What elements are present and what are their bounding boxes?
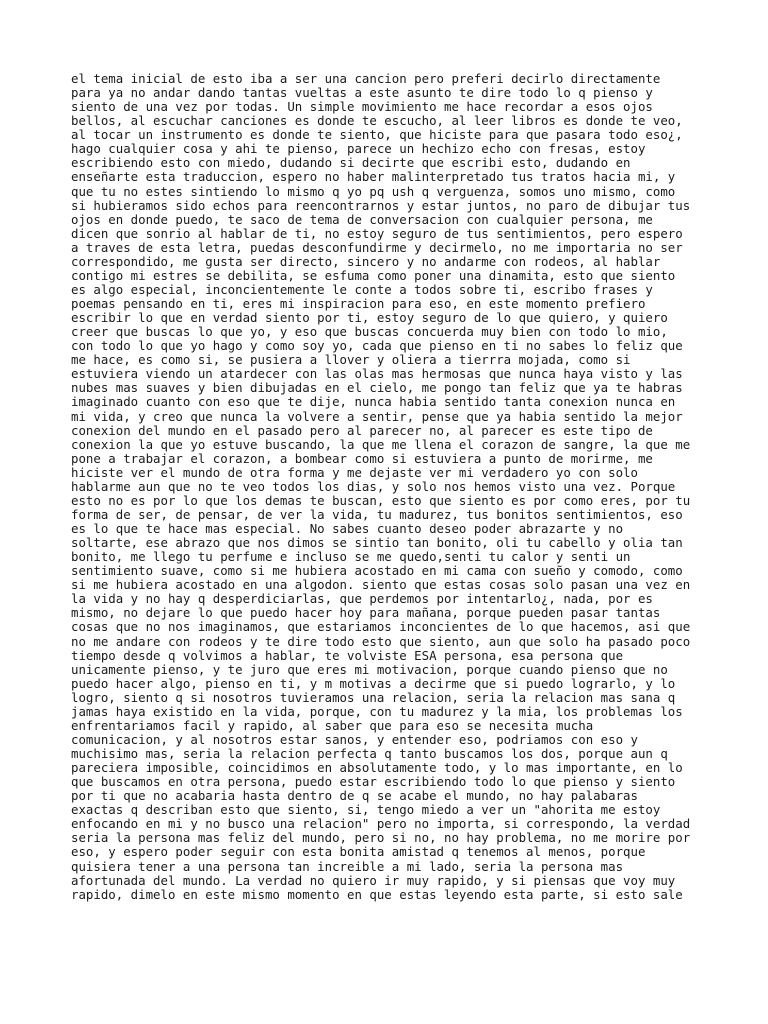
text-line: tiempo desde q volvimos a hablar, te volviste ESA persona, esa persona que (71, 647, 624, 663)
text-line: la vida y no hay q desperdiciarlas, que perdemos por intentarlo¿, nada, por es (71, 591, 653, 607)
text-line: a traves de esta letra, puedas desconfundirme y decirmelo, no me importaria no ser (71, 239, 683, 255)
text-line: al tocar un instrumento es donde te siento, que hiciste para que pasara todo eso¿, (71, 127, 683, 143)
text-line: hablarme aun que no te veo todos los dias, y solo nos hemos visto una vez. Porque (71, 478, 676, 494)
text-line: que buscamos en otra persona, puedo estar escribiendo todo lo que pienso y siento (71, 774, 676, 790)
text-line: puedo hacer algo, pienso en ti, y m motivas a decirme que si puedo lograrlo, y lo (71, 675, 676, 691)
text-line: ojos en donde puedo, te saco de tema de conversacion con cualquier persona, me (71, 211, 653, 227)
text-line: muchisimo mas, seria la relacion perfecta q tanto buscamos los dos, porque aun q (71, 746, 668, 761)
text-line: escribiendo esto con miedo, dudando si decirte que escribi esto, dudando en (71, 155, 631, 171)
text-line: escribir lo que en verdad siento por ti, estoy seguro de lo que quiero, y quiero (71, 310, 668, 326)
text-line: logro, siento q si nosotros tuvieramos una relacion, seria la relacion mas sana q (71, 689, 676, 705)
text-line: es algo especial, inconcientemente le conte a todos sobre ti, escribo frases y (71, 281, 653, 297)
text-line: dicen que sonrio al hablar de ti, no estoy seguro de tus sentimientos, pero espero (71, 225, 683, 241)
text-line: creer que buscas lo que yo, y eso que buscas concuerda muy bien con todo lo mio, (71, 324, 668, 340)
text-line: exactas q describan esto que siento, si, tengo miedo a ver un "ahorita me estoy (71, 802, 661, 818)
text-line: cosas que no nos imaginamos, que estariamos inconcientes de lo que hacemos, asi que (71, 619, 691, 635)
text-line: hago cualquier cosa y ahi te pienso, parece un hechizo echo con fresas, estoy (71, 141, 646, 157)
text-line: enseñarte esta traduccion, espero no haber malinterpretado tus tratos hacia mi, y (71, 169, 676, 185)
text-line: quisiera tener a una persona tan increible a mi lado, seria la persona mas (71, 858, 624, 874)
text-line: seria la persona mas feliz del mundo, pero si no, no hay problema, no me morire por (71, 830, 691, 846)
text-line: pareciera imposible, coincidimos en absolutamente todo, y lo mas importante, en lo (71, 760, 683, 776)
text-line: enfrentariamos facil y rapido, al saber que para eso se necesita mucha (71, 717, 594, 733)
text-line: por ti que no acabaria hasta dentro de q se acabe el mundo, no hay palabaras (71, 788, 638, 804)
text-line: unicamente pienso, y te juro que eres mi motivacion, porque cuando pienso que no (71, 661, 668, 677)
text-line: rapido, dimelo en este mismo momento en que estas leyendo esta parte, si esto sale (71, 886, 683, 902)
text-line: si hubieramos sido echos para reencontrarnos y estar juntos, no paro de dibujar tus (71, 197, 691, 213)
text-line: bonito, me llego tu perfume e incluso se me quedo,senti tu calor y senti un (71, 549, 631, 565)
text-line: no me andare con rodeos y te dire todo esto que siento, aun que solo ha pasado poco (71, 633, 691, 649)
text-line: conexion la que yo estuve buscando, la que me llena el corazon de sangre, la que me (71, 436, 691, 452)
text-line: esto no es por lo que los demas te buscan, esto que siento es por como eres, por tu (71, 492, 691, 508)
text-line: poemas pensando en ti, eres mi inspiracion para eso, en este momento prefiero (71, 296, 646, 311)
text-line: hiciste ver el mundo de otra forma y me dejaste ver mi verdadero yo con solo (71, 464, 638, 480)
body-text (71, 72, 711, 902)
text-line: enfocando en mi y no busco una relacion" pero no importa, si correspondo, la verdad (71, 816, 691, 832)
text-line: si me hubiera acostado en una algodon. siento que estas cosas solo pasan una vez en (71, 577, 691, 593)
text-line: afortunada del mundo. La verdad no quiero ir muy rapido, y si piensas que voy muy (71, 872, 676, 888)
text-line: comunicacion, y al nosotros estar sanos, y entender eso, podriamos con eso y (71, 731, 638, 747)
text-line: pone a trabajar el corazon, a bombear como si estuviera a punto de morirme, me (71, 450, 653, 466)
text-line: jamas haya existido en la vida, porque, con tu madurez y la mia, los problemas los (71, 703, 683, 719)
text-line: forma de ser, de pensar, de ver la vida, tu madurez, tus bonitos sentimientos, eso (71, 506, 683, 522)
text-line: con todo lo que yo hago y como soy yo, cada que pienso en ti no sabes lo feliz que (71, 338, 683, 354)
text-line: correspondido, me gusta ser directo, sincero y no andarme con rodeos, al hablar (71, 253, 661, 269)
text-line: mi vida, y creo que nunca la volvere a sentir, pense que ya habia sentido la mejor (71, 408, 683, 424)
text-line: contigo mi estres se debilita, se esfuma como poner una dinamita, esto que siento (71, 267, 676, 283)
text-line: es lo que te hace mas especial. No sabes cuanto deseo poder abrazarte y no (71, 521, 624, 536)
text-line: eso, y espero poder seguir con esta bonita amistad q tenemos al menos, porque (71, 844, 646, 860)
text-line: estuviera viendo un atardecer con las olas mas hermosas que nunca haya visto y las (71, 366, 683, 382)
text-line: bellos, al escuchar canciones es donde te escucho, al leer libros es donde te veo, (71, 113, 683, 129)
text-line: nubes mas suaves y bien dibujadas en el cielo, me pongo tan feliz que ya te habras (71, 380, 683, 396)
text-line: soltarte, ese abrazo que nos dimos se sintio tan bonito, oli tu cabello y olia tan (71, 535, 683, 551)
text-line: conexion del mundo en el pasado pero al parecer no, al parecer es este tipo de (71, 422, 653, 438)
text-line: sentimiento suave, como si me hubiera acostado en mi cama con sueño y comodo, como (71, 563, 683, 579)
text-line: mismo, no dejare lo que puedo hacer hoy para mañana, porque pueden pasar tantas (71, 605, 661, 621)
text-line: imaginado cuanto con eso que te dije, nunca habia sentido tanta conexion nunca en (71, 394, 676, 410)
text-line: que tu no estes sintiendo lo mismo q yo pq ush q verguenza, somos uno mismo, como (71, 183, 676, 199)
text-line: el tema inicial de esto iba a ser una cancion pero preferi decirlo directamente (71, 71, 661, 86)
text-line: siento de una vez por todas. Un simple movimiento me hace recordar a esos ojos (71, 99, 653, 115)
text-line: para ya no andar dando tantas vueltas a este asunto te dire todo lo q pienso y (71, 85, 653, 101)
text-line: me hace, es como si, se pusiera a llover y oliera a tierrra mojada, como si (71, 352, 631, 368)
